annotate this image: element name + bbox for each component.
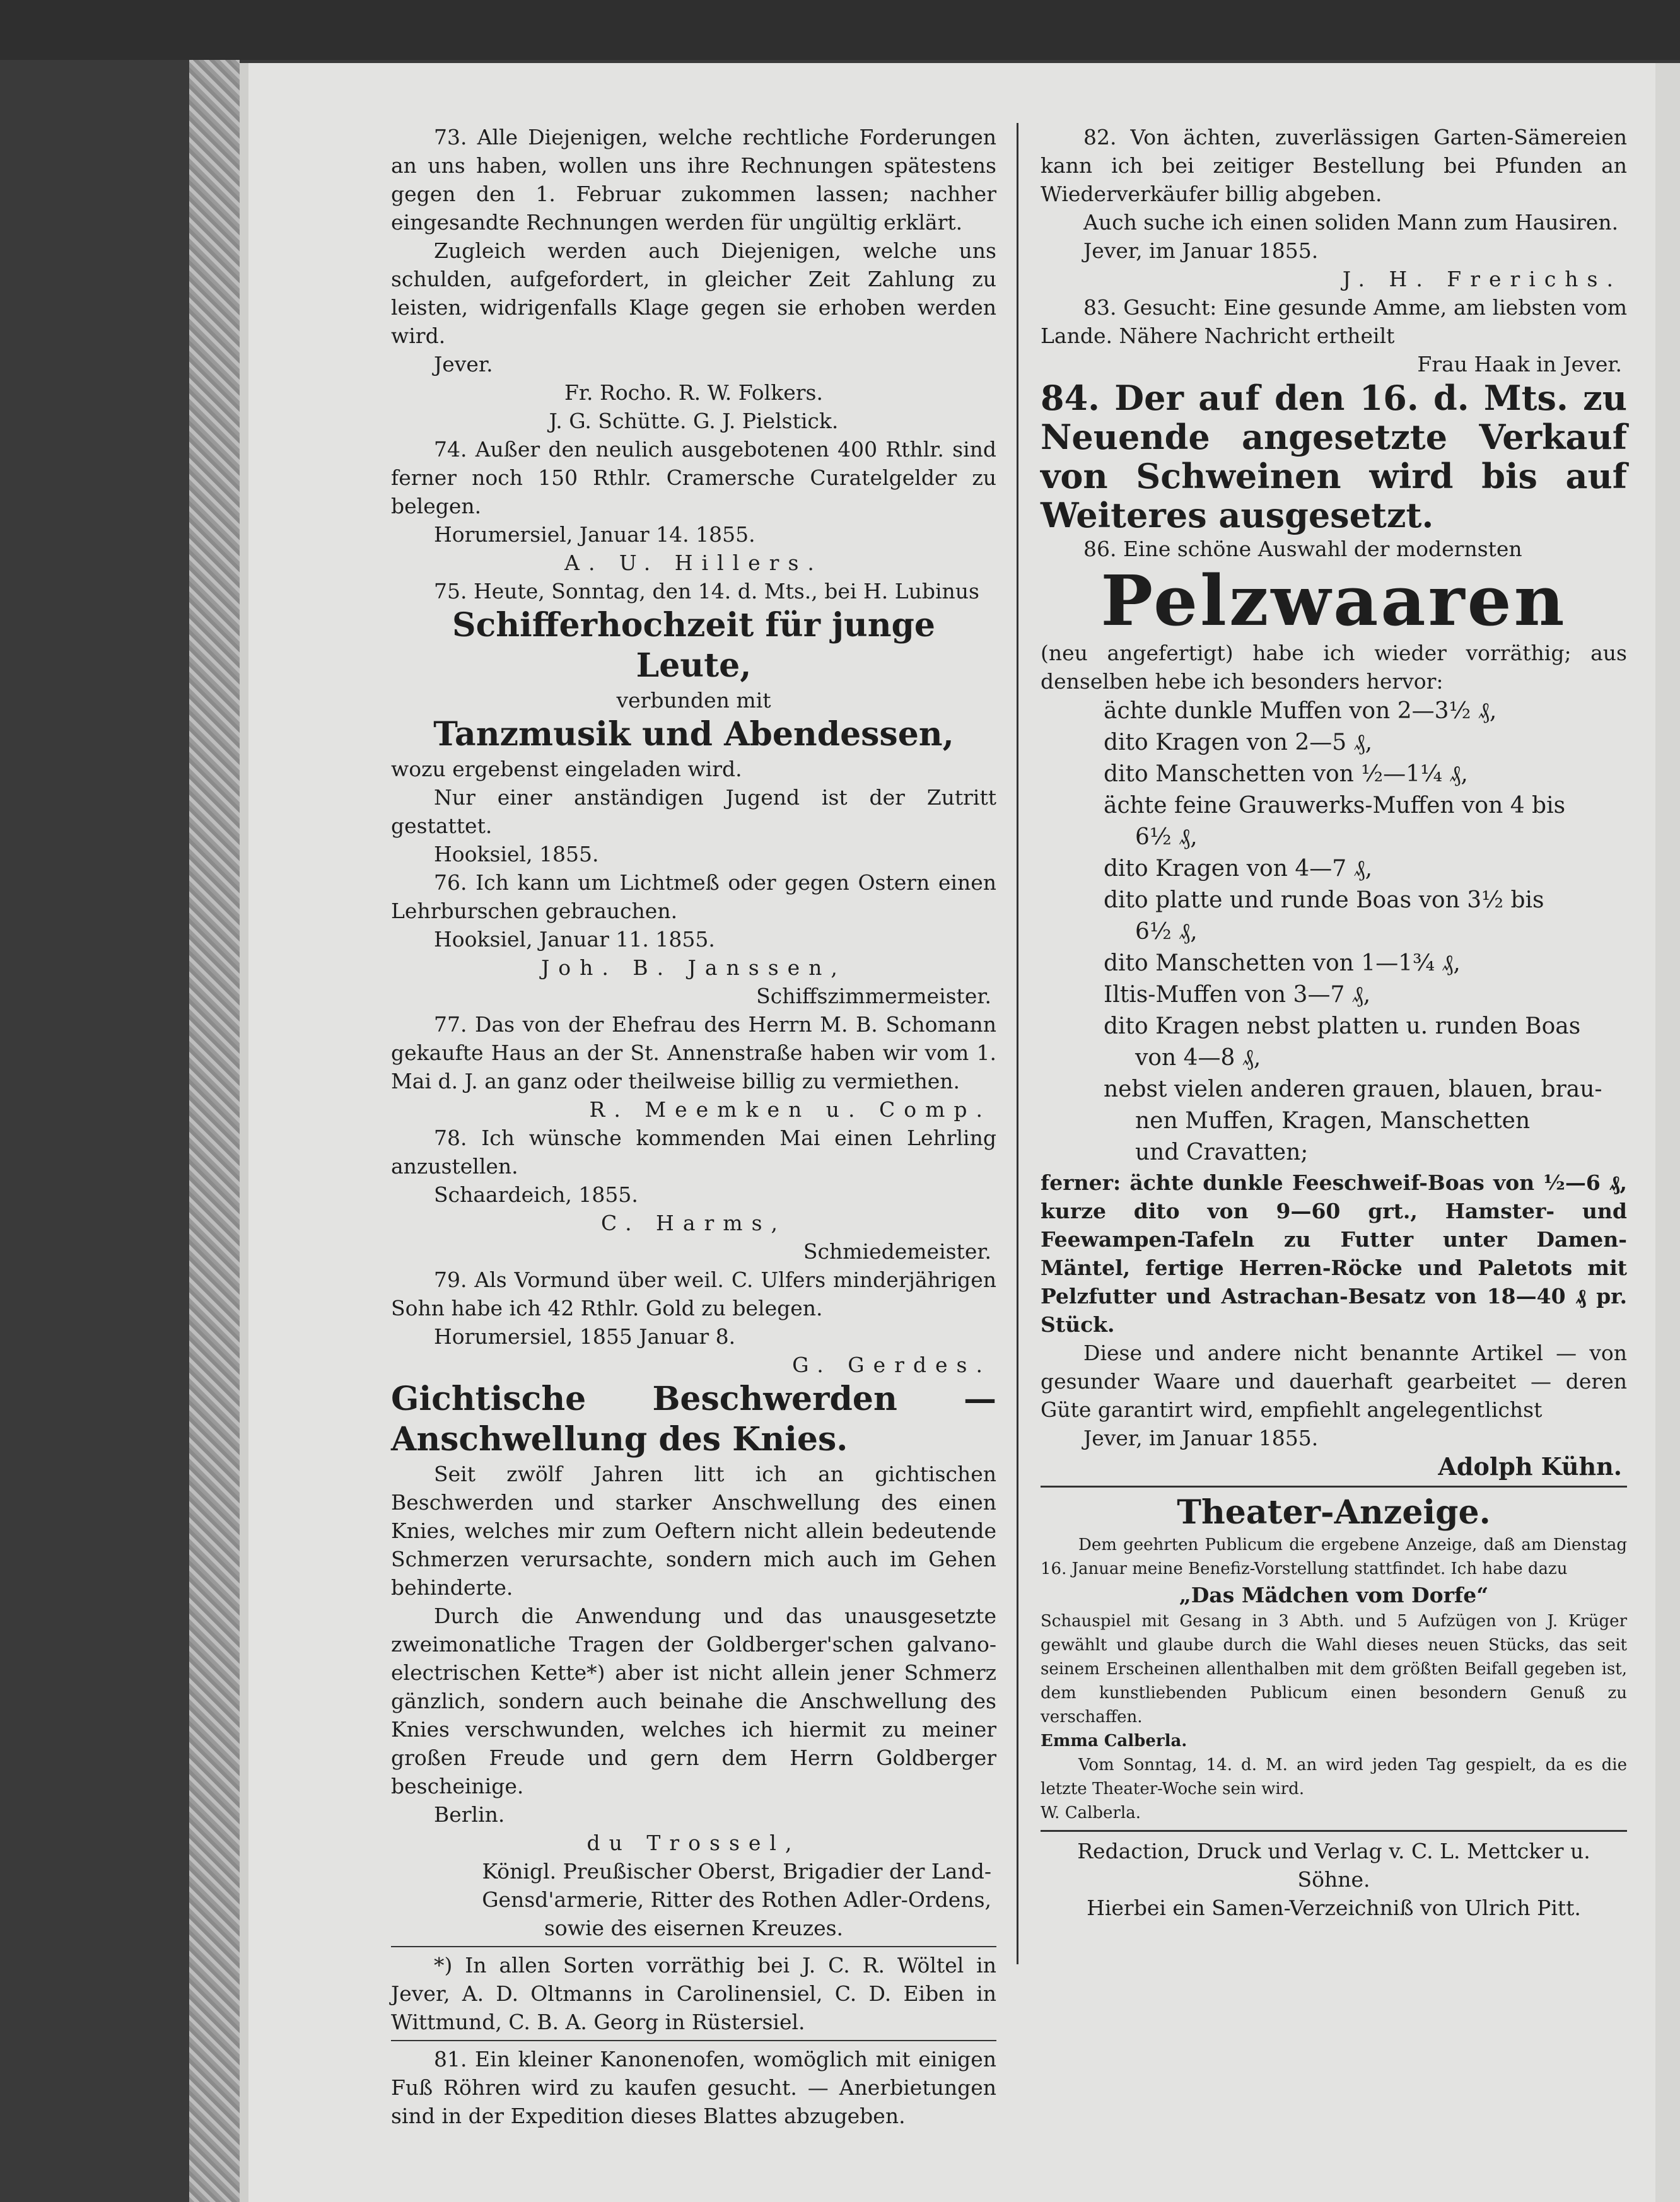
ad-gicht-signature: du Trossel, bbox=[586, 1831, 801, 1855]
ad-73-place: Jever. bbox=[434, 352, 493, 376]
ad-gicht-role-2: Gensd'armerie, Ritter des Rothen Adler-Ordens, bbox=[482, 1887, 991, 1912]
ad-83-text: 83. Gesucht: Eine gesunde Amme, am liebsten vom Lande. Nähere Nachricht ertheilt bbox=[1041, 295, 1627, 348]
ad-75-text: 75. Heute, Sonntag, den 14. d. Mts., bei H. Lubinus bbox=[434, 579, 979, 603]
ad-75-invite: wozu ergebenst eingeladen wird. bbox=[391, 757, 742, 781]
ad-74-text: 74. Außer den neulich ausgebotenen 400 Rthlr. sind ferner noch 150 Rthlr. Cramersche Curatelgelder zu belegen. bbox=[391, 437, 996, 518]
ad-76-role: Schiffszimmermeister. bbox=[756, 984, 991, 1008]
ad-78-signature: C. Harms, bbox=[601, 1211, 786, 1235]
ad-gicht-role-1: Königl. Preußischer Oberst, Brigadier der Land- bbox=[482, 1859, 991, 1884]
fur-item-5: dito Kragen von 4—7 ₰, bbox=[1104, 856, 1373, 882]
ad-73-signature-2: J. G. Schütte. G. J. Pielstick. bbox=[549, 409, 839, 433]
imprint: Redaction, Druck und Verlag v. C. L. Mettcker u. Söhne. bbox=[1077, 1839, 1590, 1892]
ad-gicht-role-3: sowie des eisernen Kreuzes. bbox=[544, 1916, 844, 1940]
column-divider bbox=[1017, 123, 1018, 1964]
ad-81-text: 81. Ein kleiner Kanonenofen, womöglich mit einigen Fuß Röhren wird zu kaufen gesucht. — Anerbietungen sind in der Expedition dieses Blattes abzugeben. bbox=[391, 2047, 996, 2128]
ad-75-sub: verbunden mit bbox=[616, 688, 771, 713]
right-column bbox=[1041, 123, 1627, 1922]
ad-76-signature: Joh. B. Janssen, bbox=[541, 955, 846, 980]
left-column bbox=[391, 123, 996, 2130]
footnote-rule bbox=[391, 1946, 996, 1947]
ad-75-title-2: Tanzmusik und Abendessen, bbox=[433, 715, 954, 754]
ad-73 bbox=[391, 123, 996, 435]
ad-77-signature: R. Meemken u. Comp. bbox=[589, 1097, 991, 1122]
ad-74 bbox=[391, 435, 996, 577]
ad-83-signature: Frau Haak in Jever. bbox=[1417, 352, 1622, 376]
fur-item-3: dito Manschetten von ½—1¼ ₰, bbox=[1104, 761, 1468, 787]
next-page-edge bbox=[1655, 63, 1680, 2202]
ad-gicht-title: Gichtische Beschwerden — Anschwellung des Knies. bbox=[391, 1380, 996, 1459]
theater-signature-2: W. Calberla. bbox=[1041, 1803, 1141, 1822]
theater-p1: Dem geehrten Publicum die ergebene Anzeige, daß am Dienstag 16. Januar meine Benefiz-Vorstellung stattfindet. Ich habe dazu bbox=[1041, 1535, 1627, 1578]
ad-76-text: 76. Ich kann um Lichtmeß oder gegen Ostern einen Lehrburschen gebrauchen. bbox=[391, 870, 996, 923]
ad-76 bbox=[391, 868, 996, 1010]
ad-gicht-footnote: *) In allen Sorten vorräthig bei J. C. R. Wöltel in Jever, A. D. Oltmanns in Carolinensiel, C. D. Eiben in Wittmund, C. B. A. Georg in Rüstersiel. bbox=[391, 1953, 996, 2034]
fur-item-6-cont: 6½ ₰, bbox=[1135, 919, 1198, 945]
ad-74-signature: A. U. Hillers. bbox=[564, 550, 823, 575]
ad-76-place: Hooksiel, Januar 11. 1855. bbox=[434, 927, 715, 952]
ad-84-text: 84. Der auf den 16. d. Mts. zu Neuende angesetzte Verkauf von Schweinen wird bis auf Weiteres ausgesetzt. bbox=[1041, 378, 1627, 535]
fur-item-4: ächte feine Grauwerks-Muffen von 4 bis bbox=[1104, 793, 1566, 818]
ad-73-signature-1: Fr. Rocho. R. W. Folkers. bbox=[564, 380, 823, 405]
page-edge bbox=[240, 63, 248, 2202]
theater-p2: Schauspiel mit Gesang in 3 Abth. und 5 Aufzügen von J. Krüger gewählt und glaube durch die Wahl dieses neuen Stücks, das seit seinem Erscheinen allenthalben mit dem größten Beifall gegeben ist, dem kunstliebenden Publicum einen besondern Genuß zu verschaffen. bbox=[1041, 1612, 1627, 1727]
ad-86-intro: 86. Eine schöne Auswahl der modernsten bbox=[1083, 537, 1522, 561]
ad-82-text-2: Auch suche ich einen soliden Mann zum Hausiren. bbox=[1083, 210, 1619, 235]
fur-item-1: ächte dunkle Muffen von 2—3½ ₰, bbox=[1104, 698, 1497, 724]
ad-73-text: 73. Alle Diejenigen, welche rechtliche Forderungen an uns haben, wollen uns ihre Rechnungen spätestens gegen den 1. Februar zukommen lassen; nachher eingesandte Rechnungen werden für ungültig erklärt. bbox=[391, 125, 996, 235]
fur-item-9-cont: von 4—8 ₰, bbox=[1135, 1045, 1261, 1071]
ad-86-p1: (neu angefertigt) habe ich wieder vorräthig; aus denselben hebe ich besonders hervor: bbox=[1041, 641, 1627, 694]
ad-86-p3: Diese und andere nicht benannte Artikel — von gesunder Waare und dauerhaft gearbeitet — deren Güte garantirt wird, empfiehlt angelegentlichst bbox=[1041, 1341, 1627, 1422]
ad-gicht-p2: Durch die Anwendung und das unausgesetzte zweimonatliche Tragen der Goldberger'schen galvano-electrischen Kette*) aber ist nicht allein jener Schmerz gänzlich, sondern auch beinahe die Anschwellung des Knies verschwunden, welches ich hiermit zu meiner großen Freude und gern dem Herrn Goldberger bescheinige. bbox=[391, 1604, 996, 1798]
ad-82-place: Jever, im Januar 1855. bbox=[1083, 238, 1319, 263]
ad-83 bbox=[1041, 293, 1627, 378]
ad-74-place: Horumersiel, Januar 14. 1855. bbox=[434, 522, 755, 547]
ad-77-text: 77. Das von der Ehefrau des Herrn M. B. Schomann gekaufte Haus an der St. Annenstraße haben wir vom 1. Mai d. J. an ganz oder theilweise billig zu vermiethen. bbox=[391, 1012, 996, 1093]
fur-item-2: dito Kragen von 2—5 ₰, bbox=[1104, 730, 1373, 755]
ad-82 bbox=[1041, 123, 1627, 293]
supplement-note: Hierbei ein Samen-Verzeichniß von Ulrich Pitt. bbox=[1087, 1896, 1581, 1920]
ad-81 bbox=[391, 2045, 996, 2130]
separator-rule-3 bbox=[1041, 1830, 1627, 1832]
ad-82-signature: J. H. Frerichs. bbox=[1342, 267, 1622, 291]
separator-rule bbox=[391, 2040, 996, 2041]
ad-79 bbox=[391, 1266, 996, 1379]
theater-signature-1: Emma Calberla. bbox=[1041, 1732, 1187, 1751]
separator-rule-2 bbox=[1041, 1486, 1627, 1488]
theater-play: „Das Mädchen vom Dorfe“ bbox=[1179, 1583, 1489, 1607]
ad-86-title: Pelzwaaren bbox=[1100, 560, 1567, 641]
fur-item-10-cont: nen Muffen, Kragen, Manschetten bbox=[1135, 1108, 1531, 1134]
book-spine bbox=[189, 60, 240, 2202]
ad-73-text-2: Zugleich werden auch Diejenigen, welche uns schulden, aufgefordert, in gleicher Zeit Zahlung zu leisten, widrigenfalls Klage gegen sie erhoben werden wird. bbox=[391, 238, 996, 348]
scan-background-top bbox=[0, 0, 1680, 60]
fur-item-9: dito Kragen nebst platten u. runden Boas bbox=[1104, 1013, 1581, 1039]
ad-79-text: 79. Als Vormund über weil. C. Ulfers minderjährigen Sohn habe ich 42 Rthlr. Gold zu belegen. bbox=[391, 1267, 996, 1320]
fur-item-8: Iltis-Muffen von 3—7 ₰, bbox=[1104, 982, 1371, 1008]
ad-gicht-place: Berlin. bbox=[434, 1802, 505, 1827]
ad-86-p2: ferner: ächte dunkle Feeschweif-Boas von ½—6 ₰, kurze dito von 9—60 grt., Hamster- und Feewampen-Tafeln zu Futter unter Damen-Mäntel, fertige Herren-Röcke und Paletots mit Pelzfutter und Astrachan-Besatz von 18—40 ₰ pr. Stück. bbox=[1041, 1170, 1627, 1337]
ad-84 bbox=[1041, 378, 1627, 535]
ad-75 bbox=[391, 577, 996, 868]
ad-77 bbox=[391, 1010, 996, 1124]
ad-79-signature: G. Gerdes. bbox=[792, 1353, 991, 1377]
ad-82-text: 82. Von ächten, zuverlässigen Garten-Sämereien kann ich bei zeitiger Bestellung bei Pfunden an Wiederverkäufer billig abgeben. bbox=[1041, 125, 1627, 206]
ad-78 bbox=[391, 1124, 996, 1266]
ad-gicht bbox=[391, 1379, 996, 2036]
theater-title: Theater-Anzeige. bbox=[1177, 1493, 1491, 1532]
fur-item-4-cont: 6½ ₰, bbox=[1135, 824, 1198, 850]
ad-86-signature: Adolph Kühn. bbox=[1438, 1452, 1622, 1481]
ad-gicht-p1: Seit zwölf Jahren litt ich an gichtischen Beschwerden und starker Anschwellung des einen Knies, welches mir zum Oeftern nicht allein bedeutende Schmerzen verursachte, sondern mich auch im Gehen behinderte. bbox=[391, 1462, 996, 1600]
theater-p3: Vom Sonntag, 14. d. M. an wird jeden Tag gespielt, da es die letzte Theater-Woche sein wird. bbox=[1041, 1756, 1627, 1798]
ad-86-place: Jever, im Januar 1855. bbox=[1083, 1426, 1319, 1450]
ad-79-place: Horumersiel, 1855 Januar 8. bbox=[434, 1324, 736, 1349]
theater-ad bbox=[1041, 1493, 1627, 1825]
ad-78-role: Schmiedemeister. bbox=[803, 1239, 991, 1264]
ad-86 bbox=[1041, 535, 1627, 1481]
ad-75-note: Nur einer anständigen Jugend ist der Zutritt gestattet. bbox=[391, 785, 996, 838]
ad-75-title: Schifferhochzeit für junge Leute, bbox=[452, 606, 935, 685]
ad-78-place: Schaardeich, 1855. bbox=[434, 1182, 638, 1207]
fur-item-10: nebst vielen anderen grauen, blauen, brau- bbox=[1104, 1076, 1602, 1102]
fur-item-7: dito Manschetten von 1—1¾ ₰, bbox=[1104, 950, 1461, 976]
fur-item-10-cont-2: und Cravatten; bbox=[1135, 1139, 1309, 1165]
ad-75-place: Hooksiel, 1855. bbox=[434, 842, 599, 866]
fur-item-6: dito platte und runde Boas von 3½ bis bbox=[1104, 887, 1544, 913]
ad-78-text: 78. Ich wünsche kommenden Mai einen Lehrling anzustellen. bbox=[391, 1126, 996, 1179]
